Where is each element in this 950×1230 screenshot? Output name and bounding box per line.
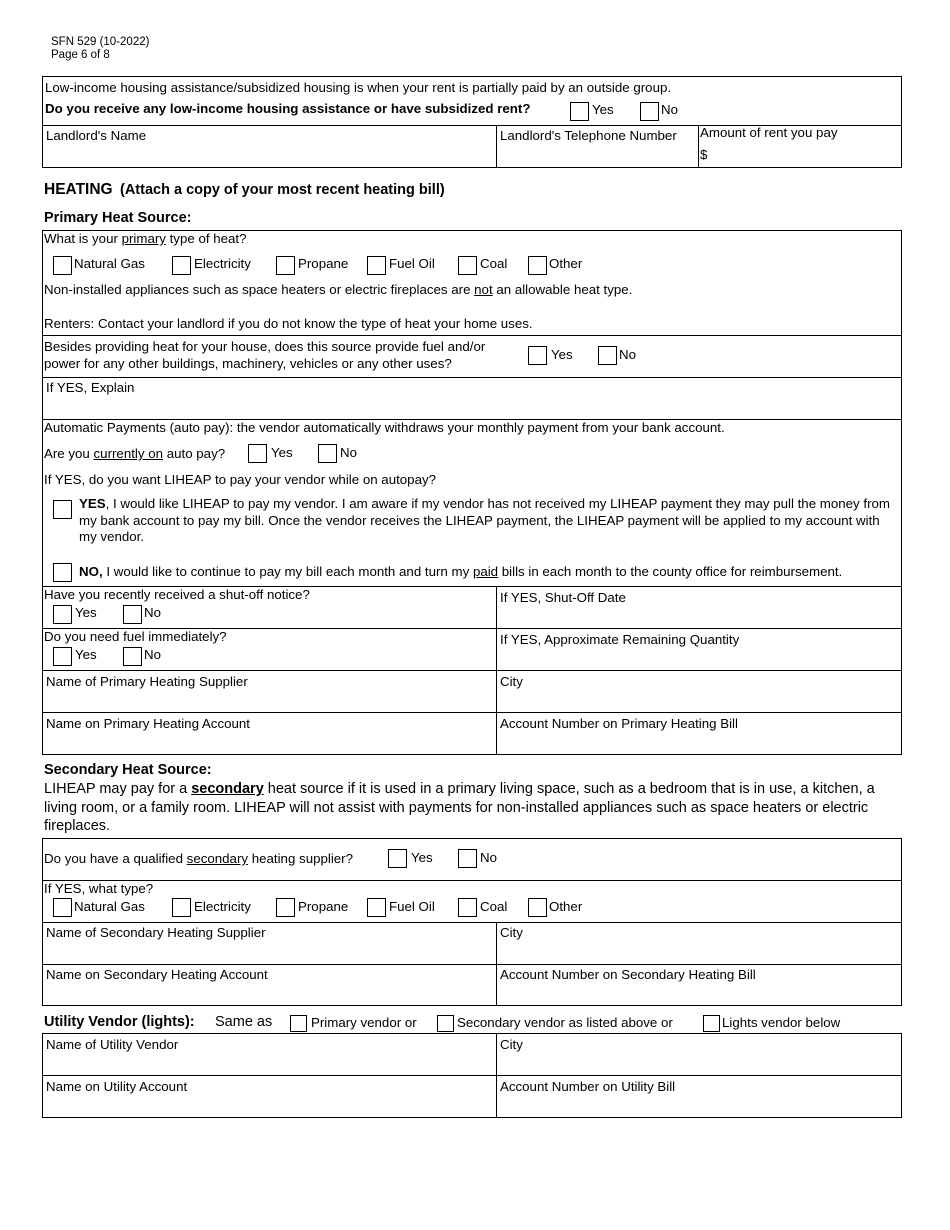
secondary-electricity-checkbox[interactable] [172,898,191,917]
primary-propane-checkbox[interactable] [276,256,295,275]
besides-no-label: No [619,347,636,362]
primary-heat-title: Primary Heat Source: [44,210,192,226]
secondary-no-label: No [480,850,497,865]
primary-natural-gas-checkbox[interactable] [53,256,72,275]
utility-account-name-label: Name on Utility Account [46,1079,188,1094]
secondary-no-checkbox[interactable] [458,849,477,868]
autopay-no-option-checkbox[interactable] [53,563,72,582]
primary-electricity-label: Electricity [194,256,251,271]
besides-no-checkbox[interactable] [598,346,617,365]
secondary-other-label: Other [549,899,583,914]
primary-electricity-checkbox[interactable] [172,256,191,275]
primary-other-label: Other [549,256,583,271]
utility-lights-checkbox[interactable] [703,1015,720,1032]
autopay-definition: Automatic Payments (auto pay): the vendor automatically withdraws your monthly payment from your bank account. [44,420,725,435]
autopay-no-checkbox[interactable] [318,444,337,463]
secondary-paragraph: LIHEAP may pay for a secondary heat source if it is used in a primary living space, such as a bedroom that is in use, a kitchen, a living room, or a family room. LIHEAP will not assist with payments for non-installed appliances such as space heaters or electric fireplaces. [44,781,875,834]
utility-city-label: City [500,1037,523,1052]
fuel-yes-label: Yes [75,647,97,662]
secondary-propane-label: Propane [298,899,349,914]
heating-title-text: HEATING [44,181,113,198]
secondary-supplier-label: Name of Secondary Heating Supplier [46,925,266,940]
primary-fuel-oil-label: Fuel Oil [389,256,435,271]
secondary-account-number-label: Account Number on Secondary Heating Bill [500,967,756,982]
secondary-coal-checkbox[interactable] [458,898,477,917]
if-yes-explain-label: If YES, Explain [46,380,135,395]
primary-account-number-label: Account Number on Primary Heating Bill [500,716,738,731]
shutoff-yes-label: Yes [75,605,97,620]
secondary-yes-checkbox[interactable] [388,849,407,868]
housing-definition: Low-income housing assistance/subsidized housing is when your rent is partially paid by an outside group. [45,80,672,95]
secondary-yes-label: Yes [411,850,433,865]
landlord-phone-label: Landlord's Telephone Number [500,128,677,143]
landlord-name-label: Landlord's Name [46,128,147,143]
heating-subtitle: (Attach a copy of your most recent heating bill) [120,182,445,198]
autopay-yes-label: Yes [271,445,293,460]
housing-yes-label: Yes [592,102,614,117]
autopay-question: Are you currently on auto pay? [44,446,226,461]
rent-amount-label: Amount of rent you pay [700,125,838,140]
autopay-want-question: If YES, do you want LIHEAP to pay your vendor while on autopay? [44,472,437,487]
secondary-natural-gas-checkbox[interactable] [53,898,72,917]
utility-account-number-label: Account Number on Utility Bill [500,1079,676,1094]
shutoff-no-checkbox[interactable] [123,605,142,624]
secondary-heat-title: Secondary Heat Source: [44,762,212,778]
housing-no-checkbox[interactable] [640,102,659,121]
utility-secondary-label: Secondary vendor as listed above or [457,1015,673,1030]
housing-question: Do you receive any low-income housing assistance or have subsidized rent? [45,101,531,116]
utility-primary-checkbox[interactable] [290,1015,307,1032]
secondary-fuel-oil-label: Fuel Oil [389,899,435,914]
primary-type-question: What is your primary type of heat? [44,231,247,246]
autopay-yes-option-checkbox[interactable] [53,500,72,519]
remaining-quantity-label: If YES, Approximate Remaining Quantity [500,632,740,647]
fuel-yes-checkbox[interactable] [53,647,72,666]
fuel-question: Do you need fuel immediately? [44,629,227,644]
secondary-account-name-label: Name on Secondary Heating Account [46,967,268,982]
shutoff-yes-checkbox[interactable] [53,605,72,624]
renters-note: Renters: Contact your landlord if you do not know the type of heat your home uses. [44,316,533,331]
primary-coal-checkbox[interactable] [458,256,477,275]
secondary-electricity-label: Electricity [194,899,251,914]
utility-same-as: Same as [215,1014,273,1030]
autopay-yes-option-text: YES, I would like LIHEAP to pay my vendor. I am aware if my vendor has not received my LIHEAP payment they may pull the money from my bank account to pay my bill. Once the vendor receives the LIHEAP payment, the LIHEAP payment will be applied to my account with my vendor. [79,496,890,544]
primary-coal-label: Coal [480,256,508,271]
utility-lights-label: Lights vendor below [722,1015,841,1030]
utility-title: Utility Vendor (lights): [44,1014,195,1030]
shutoff-question: Have you recently received a shut-off notice? [44,587,310,602]
secondary-coal-label: Coal [480,899,508,914]
housing-yes-checkbox[interactable] [570,102,589,121]
fuel-no-label: No [144,647,161,662]
primary-account-name-label: Name on Primary Heating Account [46,716,250,731]
shutoff-no-label: No [144,605,161,620]
non-installed-note: Non-installed appliances such as space heaters or electric fireplaces are not an allowable heat type. [44,282,633,297]
autopay-no-label: No [340,445,357,460]
primary-other-checkbox[interactable] [528,256,547,275]
utility-vendor-name-label: Name of Utility Vendor [46,1037,179,1052]
rent-dollar-sign: $ [700,147,708,162]
besides-yes-label: Yes [551,347,573,362]
fuel-no-checkbox[interactable] [123,647,142,666]
primary-city-label: City [500,674,523,689]
primary-natural-gas-label: Natural Gas [74,256,145,271]
secondary-natural-gas-label: Natural Gas [74,899,145,914]
primary-propane-label: Propane [298,256,349,271]
heating-title [44,182,445,198]
secondary-question: Do you have a qualified secondary heating supplier? [44,851,354,866]
besides-question-line1: Besides providing heat for your house, does this source provide fuel and/or [44,339,486,354]
besides-question-line2: power for any other buildings, machinery, vehicles or any other uses? [44,356,452,371]
utility-secondary-checkbox[interactable] [437,1015,454,1032]
autopay-no-option-text: NO, I would like to continue to pay my bill each month and turn my paid bills in each month to the county office for reimbursement. [79,564,843,579]
secondary-other-checkbox[interactable] [528,898,547,917]
form-id: SFN 529 (10-2022) [51,36,150,48]
secondary-propane-checkbox[interactable] [276,898,295,917]
secondary-fuel-oil-checkbox[interactable] [367,898,386,917]
shutoff-date-label: If YES, Shut-Off Date [500,590,626,605]
autopay-yes-checkbox[interactable] [248,444,267,463]
secondary-city-label: City [500,925,523,940]
utility-primary-label: Primary vendor or [311,1015,417,1030]
besides-yes-checkbox[interactable] [528,346,547,365]
secondary-type-question: If YES, what type? [44,881,154,896]
primary-fuel-oil-checkbox[interactable] [367,256,386,275]
page-number: Page 6 of 8 [51,49,110,61]
housing-no-label: No [661,102,678,117]
primary-supplier-label: Name of Primary Heating Supplier [46,674,248,689]
